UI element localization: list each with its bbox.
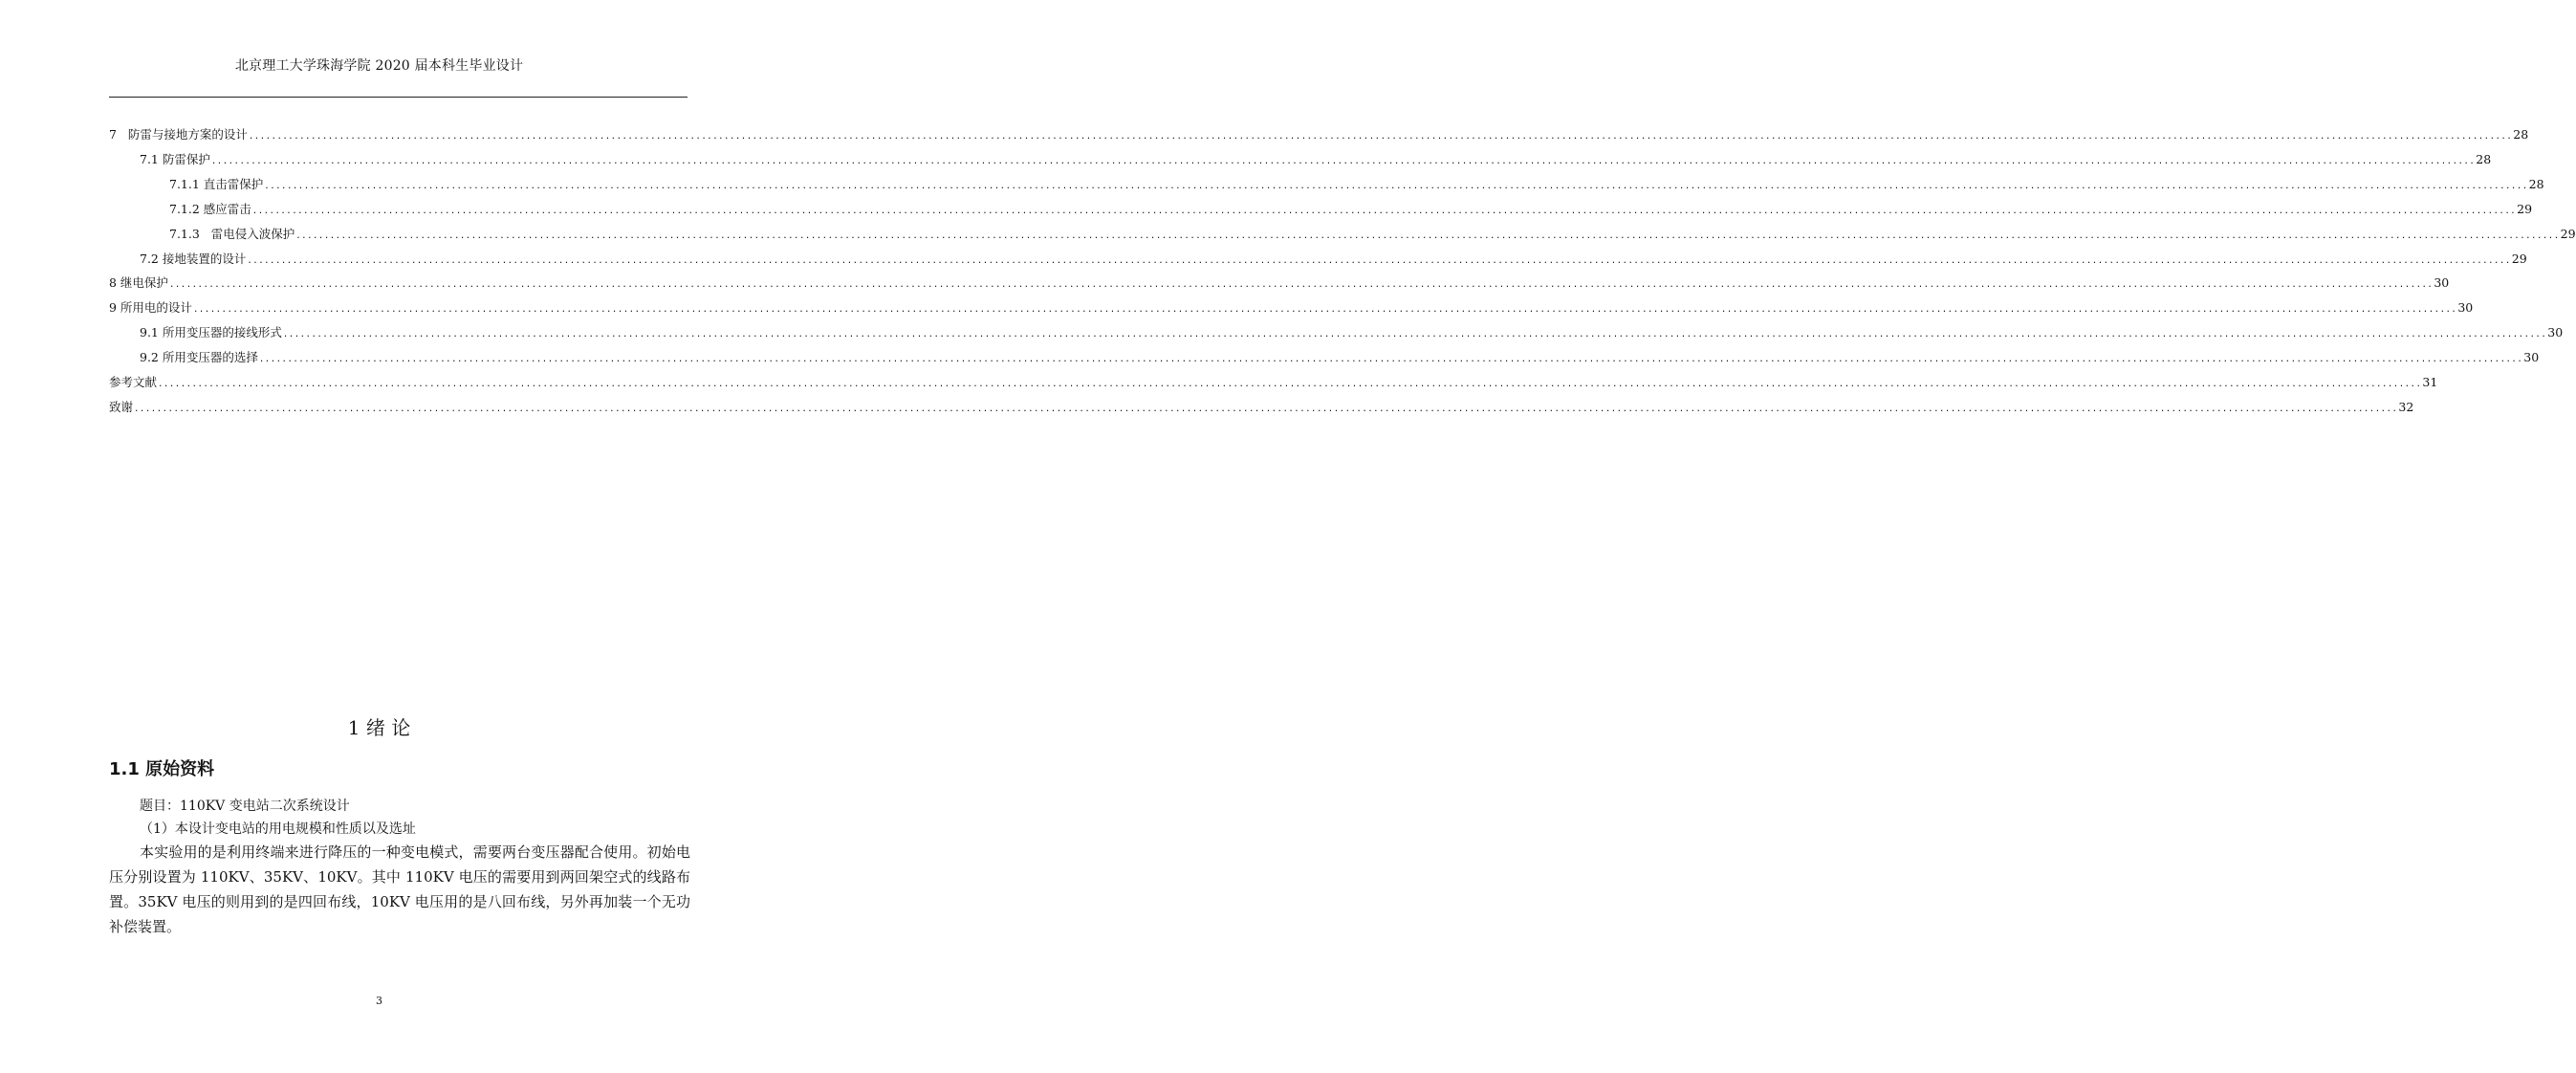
toc-entry-page: 32 [2398,399,2414,414]
toc-leader-dots: ................................................................................................................................................................................................................................................................................................................................................................................................................ [295,230,2560,241]
toc-entry[interactable] [140,251,2527,267]
toc-entry-label: 9 所用电的设计 [109,300,192,316]
toc-entry-label: 8 继电保护 [109,275,168,291]
toc-entry-label: 9.2 所用变压器的选择 [140,350,258,365]
toc-leader-dots: ................................................................................................................................................................................................................................................................................................................................................................................................................ [251,206,2517,216]
toc-leader-dots: ................................................................................................................................................................................................................................................................................................................................................................................................................ [134,404,2398,414]
toc-entry-label: 7.1.2 感应雷击 [169,201,251,216]
toc-leader-dots: ................................................................................................................................................................................................................................................................................................................................................................................................................ [248,132,2513,142]
toc-entry[interactable] [140,325,2564,340]
toc-entry-label: 7.1.3 雷电侵入波保护 [169,226,295,241]
topic-line: 题目：110KV 变电站二次系统设计 [140,799,350,814]
toc-entry[interactable] [109,300,2474,316]
toc-entry-page: 28 [2513,127,2529,142]
toc-entry[interactable] [109,127,2529,142]
toc-entry-label: 7.1.1 直击雷保护 [169,176,264,191]
toc-entry-label: 参考文献 [109,375,158,389]
toc-entry-page: 30 [2457,300,2474,316]
toc-leader-dots: ................................................................................................................................................................................................................................................................................................................................................................................................................ [158,380,2422,389]
toc-entry-page: 30 [2547,325,2564,340]
page-header-title: 北京理工大学珠海学院 2020 届本科生毕业设计 [234,58,524,74]
toc-leader-dots: ................................................................................................................................................................................................................................................................................................................................................................................................................ [192,305,2457,316]
toc-entry-label: 7.2 接地装置的设计 [140,251,247,266]
toc-entry-page: 30 [2434,275,2450,291]
toc-leader-dots: ................................................................................................................................................................................................................................................................................................................................................................................................................ [210,156,2476,166]
toc-entry-page: 29 [2517,201,2533,216]
toc-leader-dots: ................................................................................................................................................................................................................................................................................................................................................................................................................ [264,181,2528,191]
toc-entry-page: 31 [2422,375,2438,389]
toc-entry[interactable] [109,275,2450,291]
toc-entry[interactable] [169,201,2533,217]
toc-entry[interactable] [169,226,2576,242]
toc-entry-page: 28 [2476,151,2492,166]
toc-entry-label: 致谢 [109,399,134,414]
toc-leader-dots: ................................................................................................................................................................................................................................................................................................................................................................................................................ [282,330,2547,340]
toc-entry-label: 7 防雷与接地方案的设计 [109,127,248,142]
toc-entry-page: 29 [2560,226,2576,241]
toc-entry[interactable] [140,151,2492,167]
toc-leader-dots: ................................................................................................................................................................................................................................................................................................................................................................................................................ [258,355,2523,365]
toc-entry[interactable] [169,176,2544,192]
page-number: 3 [376,995,382,1007]
toc-entry-label: 7.1 防雷保护 [140,151,210,166]
toc-entry-page: 28 [2528,176,2544,191]
item-line: （1）本设计变电站的用电规模和性质以及选址 [140,821,416,837]
body-paragraph: 本实验用的是利用终端来进行降压的一种变电模式，需要两台变压器配合使用。初始电压分别设置为 110KV、35KV、10KV。其中 110KV 电压的需要用到两回架空式的线路布置。35KV 电压的则用到的是四回布线，10KV 电压用的是八回布线，另外再加装一个无功补偿装置。 [109,843,690,935]
toc-entry-label: 9.1 所用变压器的接线形式 [140,325,282,340]
toc-leader-dots: ................................................................................................................................................................................................................................................................................................................................................................................................................ [168,280,2434,291]
toc-entry-page: 29 [2511,251,2527,266]
toc-entry-page: 30 [2523,350,2540,365]
toc-entry[interactable] [109,399,2414,415]
toc-leader-dots: ................................................................................................................................................................................................................................................................................................................................................................................................................ [247,255,2511,266]
section-title: 1.1 原始资料 [109,759,215,779]
toc-entry[interactable] [109,375,2438,390]
toc-entry[interactable] [140,350,2540,365]
chapter-title: 1 绪 论 [347,716,411,739]
header-divider [109,97,688,98]
